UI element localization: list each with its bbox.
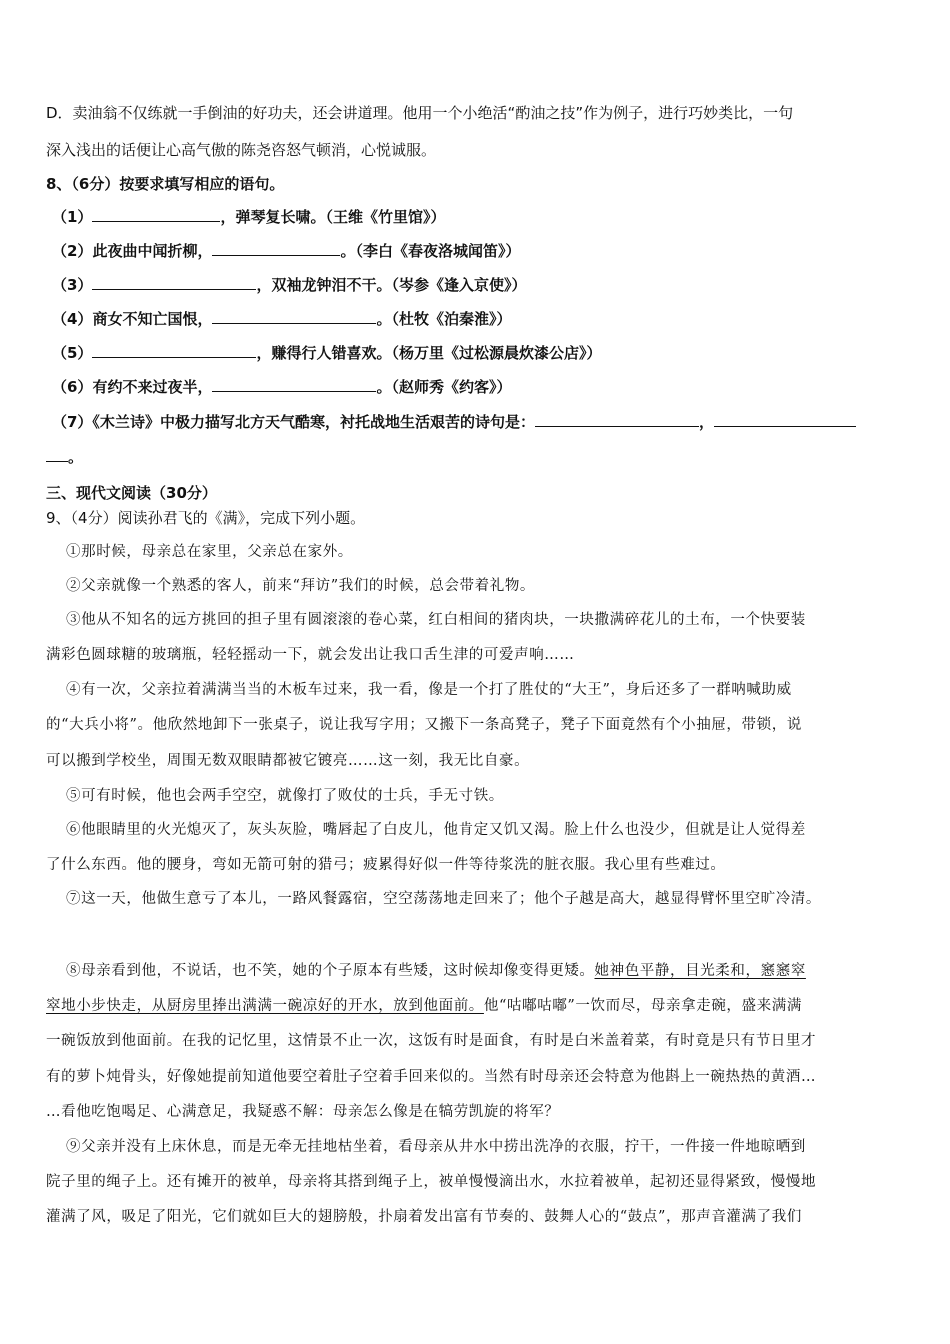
underlined-sentence: 窣地小步快走，从厨房里捧出满满一碗凉好的开水，放到他面前。 <box>46 998 484 1014</box>
passage-paragraph-8-line-4: 有的萝卜炖骨头，好像她提前知道他要空着肚子空着手回来似的。当然有时母亲还会特意为他斟上一碗热热的黄酒… <box>46 1069 817 1085</box>
q8-item-num: （6） <box>52 378 93 396</box>
answer-blank[interactable] <box>714 412 856 427</box>
passage-paragraph-6-line-2: 了什么东西。他的腰身，弯如无箭可射的猎弓；疲累得好似一件等待浆洗的脏衣服。我心里有些难过。 <box>46 857 726 873</box>
q8-item-text: ，弹琴复长啸。（王维《竹里馆》） <box>220 208 446 226</box>
paragraph-text: ⑧母亲看到他，不说话，也不笑，她的个子原本有些矮，这时候却像变得更矮。 <box>66 963 595 979</box>
q8-item-7 <box>52 412 856 432</box>
q8-item-3 <box>52 275 526 295</box>
q8-item-num: （4） <box>52 310 93 328</box>
q9-header: 9、（4分）阅读孙君飞的《满》，完成下列小题。 <box>46 509 366 527</box>
passage-paragraph-3-line-1: ③他从不知名的远方挑回的担子里有圆滚滚的卷心菜，红白相间的猪肉块，一块撒满碎花儿的土布，一个快要装 <box>66 612 806 628</box>
passage-paragraph-4-line-1: ④有一次，父亲拉着满满当当的木板车过来，我一看，像是一个打了胜仗的“大王”，身后还多了一群呐喊助威 <box>66 682 792 698</box>
q8-item-num: （3） <box>52 276 93 294</box>
q8-item-text: 有约不来过夜半， <box>92 378 213 396</box>
section-title: 三、现代文阅读（30分） <box>46 484 217 502</box>
option-d-line-2: 深入浅出的话便让心高气傲的陈尧咨怒气顿消，心悦诚服。 <box>46 141 437 159</box>
q8-item-text: ，双袖龙钟泪不干。（岑参《逢入京使》） <box>256 276 527 294</box>
q8-item-1 <box>52 207 445 227</box>
q8-item-num: （2） <box>52 242 93 260</box>
q8-item-6 <box>52 377 511 397</box>
passage-paragraph-4-line-2: 的“大兵小将”。他欣然地卸下一张桌子，说让我写字用；又搬下一条高凳子，凳子下面竟然有个小抽屉，带锁，说 <box>46 717 802 733</box>
passage-paragraph-9-line-1: ⑨父亲并没有上床休息，而是无牵无挂地枯坐着，看母亲从井水中捞出洗净的衣服，拧干，一件接一件地晾晒到 <box>66 1139 806 1155</box>
q8-item-text: （7）《木兰诗》中极力描写北方天气酷寒，衬托战地生活艰苦的诗句是： <box>52 413 535 431</box>
q8-item-sep: ， <box>698 413 714 431</box>
answer-blank[interactable] <box>46 447 68 462</box>
q8-item-num: （5） <box>52 344 93 362</box>
q8-item-text: 此夜曲中闻折柳， <box>92 242 213 260</box>
passage-paragraph-5: ⑤可有时候，他也会两手空空，就像打了败仗的士兵，手无寸铁。 <box>66 788 504 804</box>
passage-paragraph-4-line-3: 可以搬到学校坐，周围无数双眼睛都被它镀亮……这一刻，我无比自豪。 <box>46 753 530 769</box>
q8-item-5 <box>52 343 601 363</box>
answer-blank[interactable] <box>92 343 256 358</box>
option-d-line-1: D．卖油翁不仅练就一手倒油的好功夫，还会讲道理。他用一个小绝活“酌油之技”作为例子，进行巧妙类比，一句 <box>46 104 794 122</box>
q8-item-2 <box>52 241 520 261</box>
answer-blank[interactable] <box>212 377 376 392</box>
passage-paragraph-1: ①那时候，母亲总在家里，父亲总在家外。 <box>66 544 353 560</box>
passage-paragraph-7: ⑦这一天，他做生意亏了本儿，一路风餐露宿，空空荡荡地走回来了；他个子越是高大，越显得臂怀里空旷冷清。 <box>66 891 821 907</box>
passage-paragraph-8-line-5: …看他吃饱喝足、心满意足，我疑惑不解：母亲怎么像是在犒劳凯旋的将军？ <box>46 1104 560 1120</box>
q8-header: 8、（6分）按要求填写相应的语句。 <box>46 175 285 193</box>
q8-item-text: 。（杜牧《泊秦淮》） <box>376 310 512 328</box>
passage-paragraph-9-line-2: 院子里的绳子上。还有摊开的被单，母亲将其搭到绳子上，被单慢慢滴出水，水拉着被单，起初还显得紧致，慢慢地 <box>46 1174 817 1190</box>
answer-blank[interactable] <box>212 241 340 256</box>
q8-item-text: 。（赵师秀《约客》） <box>376 378 512 396</box>
q8-item-text: 商女不知亡国恨， <box>92 310 213 328</box>
answer-blank[interactable] <box>212 309 376 324</box>
answer-blank[interactable] <box>92 275 256 290</box>
q8-item-text: 。（李白《春夜洛城闻笛》） <box>340 242 521 260</box>
passage-paragraph-8-line-2 <box>46 996 802 1016</box>
q8-item-text: ，赚得行人错喜欢。（杨万里《过松源晨炊漆公店》） <box>256 344 602 362</box>
q8-item-end: 。 <box>68 448 84 466</box>
passage-paragraph-6-line-1: ⑥他眼睛里的火光熄灭了，灰头灰脸，嘴唇起了白皮儿，他肯定又饥又渴。脸上什么也没少，但就是让人觉得差 <box>66 822 806 838</box>
q8-item-num: （1） <box>52 208 93 226</box>
answer-blank[interactable] <box>535 412 699 427</box>
paragraph-text: 他“咕嘟咕嘟”一饮而尽，母亲拿走碗，盛来满满 <box>483 998 802 1014</box>
passage-paragraph-2: ②父亲就像一个熟悉的客人，前来“拜访”我们的时候，总会带着礼物。 <box>66 578 536 594</box>
q8-item-7-cont <box>46 447 83 467</box>
underlined-sentence: 她神色平静，目光柔和，窸窸窣 <box>594 963 806 979</box>
passage-paragraph-8-line-3: 一碗饭放到他面前。在我的记忆里，这情景不止一次，这饭有时是面食，有时是白米盖着菜，有时竟是只有节日里才 <box>46 1033 817 1049</box>
answer-blank[interactable] <box>92 207 220 222</box>
q8-item-4 <box>52 309 511 329</box>
passage-paragraph-8-line-1 <box>66 961 806 981</box>
passage-paragraph-3-line-2: 满彩色圆球糖的玻璃瓶，轻轻摇动一下，就会发出让我口舌生津的可爱声响…… <box>46 647 575 663</box>
passage-paragraph-9-line-3: 灌满了风，吸足了阳光，它们就如巨大的翅膀般，扑扇着发出富有节奏的、鼓舞人心的“鼓点”，那声音灌满了我们 <box>46 1209 802 1225</box>
